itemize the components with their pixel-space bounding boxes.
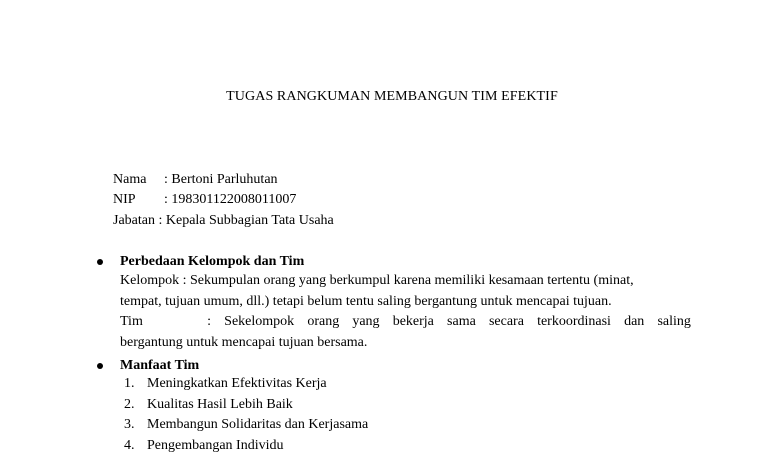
tim-line-1 <box>120 312 691 333</box>
jabatan-value: : Kepala Subbagian Tata Usaha <box>158 213 333 228</box>
tim-word: yang <box>352 312 379 333</box>
tim-word: secara <box>489 312 524 333</box>
nip-value: : 198301122008011007 <box>164 192 296 207</box>
tim-word: bekerja <box>393 312 434 333</box>
tim-word: : <box>207 312 211 333</box>
section1-heading-row <box>92 252 692 272</box>
tim-word: saling <box>657 312 690 333</box>
section1-body <box>120 271 691 353</box>
tim-word: orang <box>307 312 339 333</box>
kelompok-line-2: tempat, tujuan umum, dll.) tetapi belum tentu saling bergantung untuk mencapai tujuan. <box>120 292 691 313</box>
jabatan-label: Jabatan <box>113 213 155 228</box>
nama-value: : Bertoni Parluhutan <box>164 172 278 187</box>
tim-word: terkoordinasi <box>537 312 611 333</box>
list-item: 3. Membangun Solidaritas dan Kerjasama <box>120 415 368 436</box>
list-item: 2. Kualitas Hasil Lebih Baik <box>120 395 368 416</box>
benefits-list <box>120 374 368 456</box>
nip-label: NIP <box>113 190 164 211</box>
tim-word: sama <box>447 312 476 333</box>
document-title: TUGAS RANGKUMAN MEMBANGUN TIM EFEKTIF <box>0 89 784 105</box>
tim-word: Sekelompok <box>224 312 294 333</box>
bullet-icon <box>97 259 103 265</box>
identity-block <box>92 149 334 211</box>
list-item: 4. Pengembangan Individu <box>120 436 368 456</box>
tim-line-2: bergantung untuk mencapai tujuan bersama. <box>120 333 691 354</box>
tim-word: dan <box>624 312 644 333</box>
section2-heading-row <box>92 356 692 376</box>
bullet-icon <box>97 363 103 369</box>
kelompok-line-1: Kelompok : Sekumpulan orang yang berkumpul karena memiliki kesamaan tertentu (minat, <box>120 271 691 292</box>
tim-label: Tim <box>120 312 194 333</box>
list-item: 1. Meningkatkan Efektivitas Kerja <box>120 374 368 395</box>
nama-label: Nama <box>113 170 164 191</box>
section1-heading: Perbedaan Kelompok dan Tim <box>120 254 304 269</box>
section2-heading: Manfaat Tim <box>120 358 199 373</box>
nama-row <box>92 149 334 170</box>
